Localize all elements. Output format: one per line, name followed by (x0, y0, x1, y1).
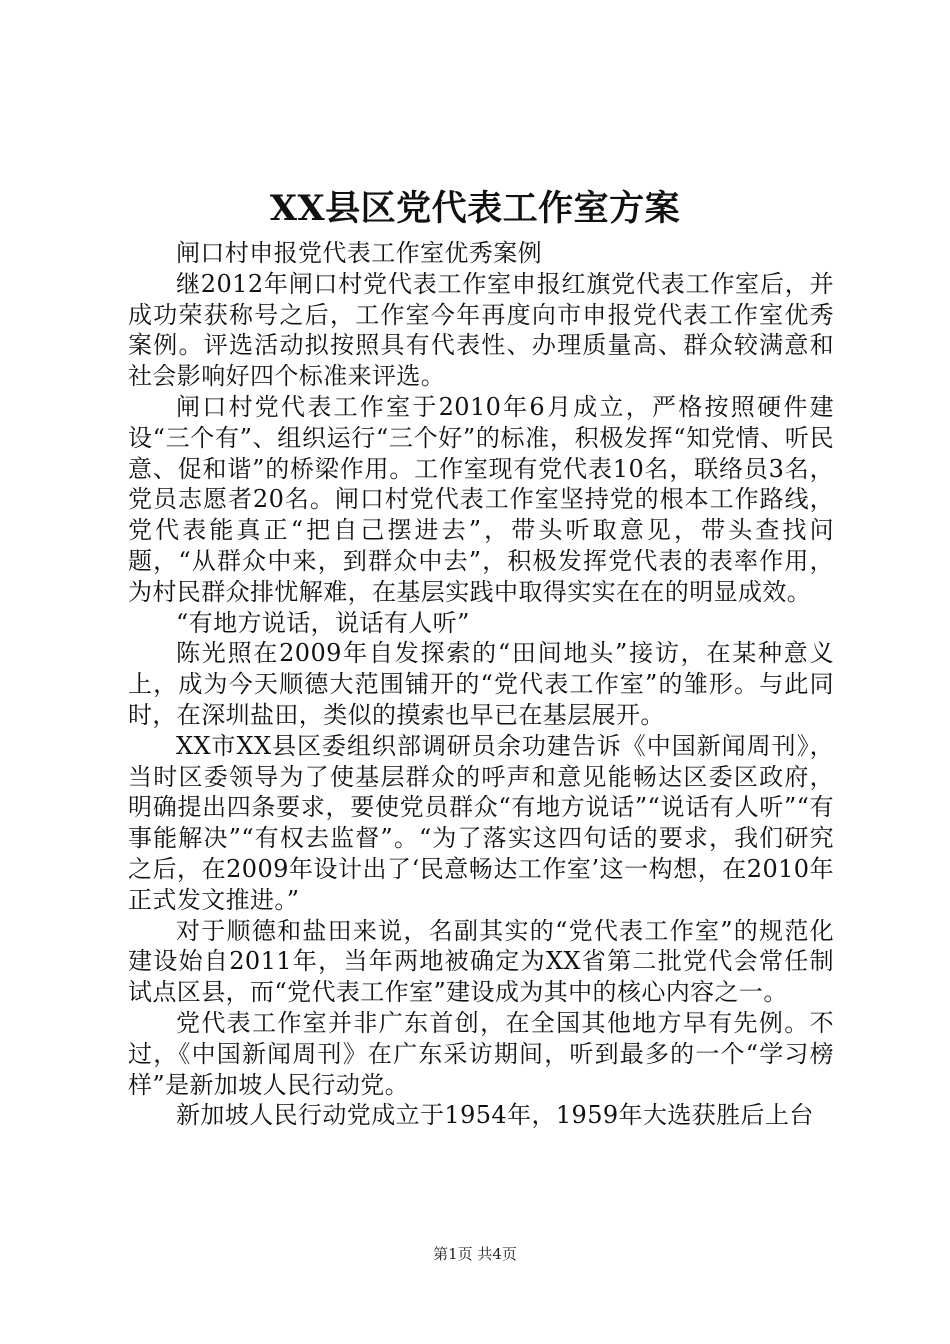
paragraph: 陈光照在2009年自发探索的“田间地头”接访，在某种意义上，成为今天顺德大范围铺开的“党代表工作室”的雏形。与此同时，在深圳盐田，类似的摸索也早已在基层展开。 (128, 639, 834, 729)
document-title: XX县区党代表工作室方案 (269, 188, 681, 229)
paragraph: XX市XX县区委组织部调研员余功建告诉《中国新闻周刊》，当时区委领导为了使基层群众的呼声和意见能畅达区委区政府，明确提出四条要求，要使党员群众“有地方说话”“说话有人听”“有事能解决”“有权去监督”。“为了落实这四句话的要求，我们研究之后，在2009年设计出了‘民意畅达工作室’这一构想，在2010年正式发文推进。” (128, 731, 834, 914)
paragraph: 闸口村党代表工作室于2010年6月成立，严格按照硬件建设“三个有”、组织运行“三个好”的标准，积极发挥“知党情、听民意、促和谐”的桥梁作用。工作室现有党代表10名，联络员3名，党员志愿者20名。闸口村党代表工作室坚持党的根本工作路线，党代表能真正“把自己摆进去”，带头听取意见，带头查找问题，“从群众中来，到群众中去”，积极发挥党代表的表率作用，为村民群众排忧解难，在基层实践中取得实实在在的明显成效。 (128, 392, 834, 606)
paragraph: 继2012年闸口村党代表工作室申报红旗党代表工作室后，并成功荣获称号之后，工作室今年再度向市申报党代表工作室优秀案例。评选活动拟按照具有代表性、办理质量高、群众较满意和社会影响好四个标准来评选。 (128, 269, 834, 391)
paragraph: 党代表工作室并非广东首创，在全国其他地方早有先例。不过，《中国新闻周刊》在广东采访期间，听到最多的一个“学习榜样”是新加坡人民行动党。 (128, 1008, 834, 1099)
paragraph-subtitle: 闸口村申报党代表工作室优秀案例 (176, 239, 542, 267)
paragraph-quote-heading: “有地方说话，说话有人听” (176, 608, 470, 637)
paragraph: 新加坡人民行动党成立于1954年，1959年大选获胜后上台 (176, 1101, 814, 1130)
document-body (128, 238, 834, 1131)
paragraph: 对于顺德和盐田来说，名副其实的“党代表工作室”的规范化建设始自2011年，当年两地被确定为XX省第二批党代会常任制试点区县，而“党代表工作室”建设成为其中的核心内容之一。 (128, 916, 834, 1007)
page-footer: 第1页 共4页 (433, 1245, 517, 1263)
